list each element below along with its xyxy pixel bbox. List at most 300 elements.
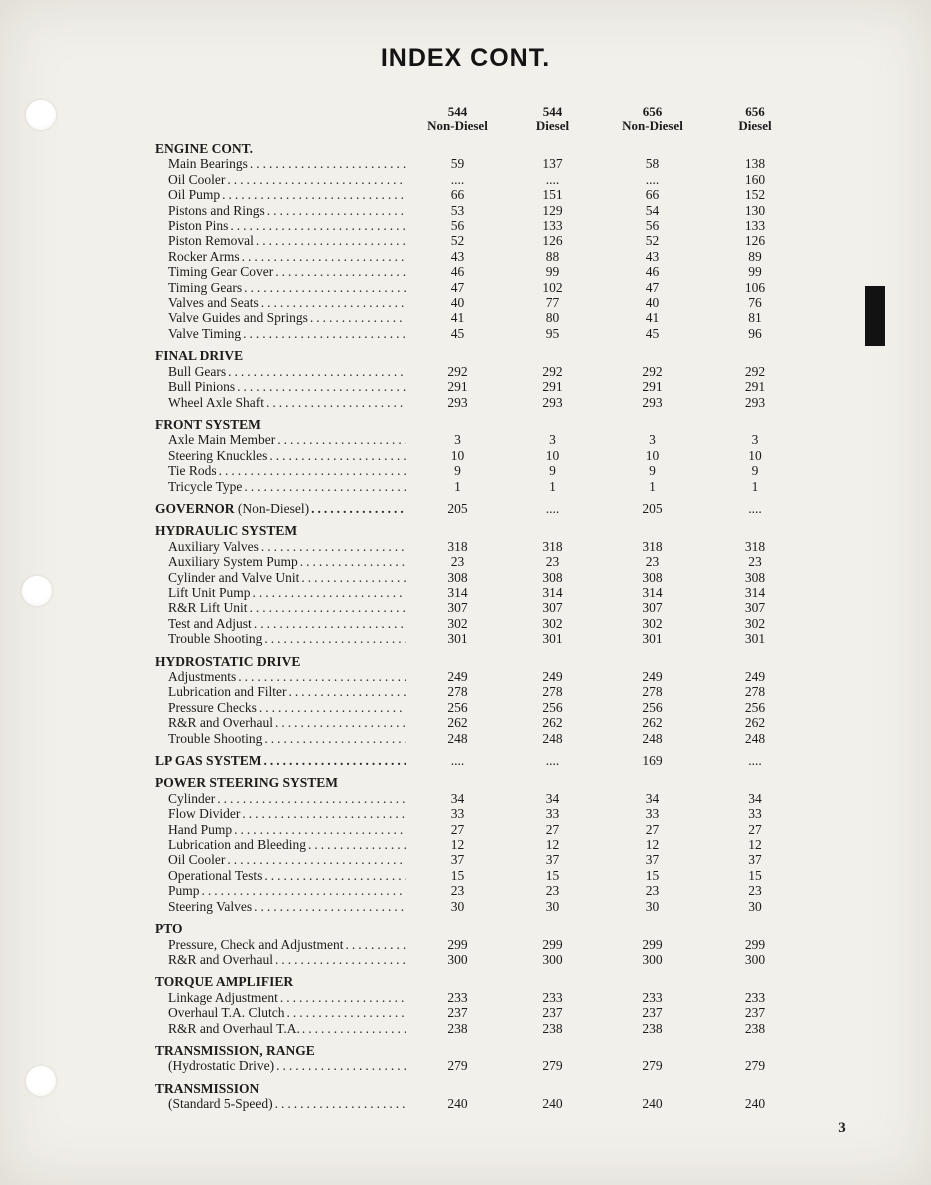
index-entry-text: Bull Pinions (168, 379, 236, 395)
section-heading-text: GOVERNOR (155, 500, 235, 516)
index-section (155, 501, 805, 516)
page-ref: 169 (642, 753, 663, 769)
index-entry-text: Pressure Checks (168, 699, 257, 715)
index-entry-text: Oil Cooler (168, 852, 226, 868)
index-row (155, 837, 805, 852)
index-row (155, 539, 805, 554)
section-heading-text: TORQUE AMPLIFIER (155, 974, 294, 990)
index-row (155, 218, 805, 233)
index-entry-label (155, 852, 410, 867)
dot-leader (288, 684, 406, 699)
dot-leader (242, 806, 406, 821)
section-heading-row (155, 921, 805, 936)
page-ref: .... (545, 171, 560, 187)
page-ref: 314 (447, 584, 468, 600)
index-section (155, 921, 805, 967)
index-entry-text: R&R and Overhaul (168, 951, 273, 967)
index-entry-label (155, 806, 410, 821)
page-ref: 81 (748, 310, 762, 326)
page-ref: 279 (744, 1058, 766, 1074)
page-ref: 56 (645, 218, 660, 234)
index-row (155, 791, 805, 806)
dot-leader (302, 1021, 406, 1036)
index-row (155, 264, 805, 279)
page-ref: 307 (542, 600, 563, 616)
page-ref: 302 (744, 615, 766, 631)
index-entry-label (155, 233, 410, 248)
index-entry-text: Valve Guides and Springs (168, 310, 308, 326)
dot-leader (277, 432, 406, 447)
section-heading (155, 348, 410, 363)
section-heading-row (155, 753, 805, 768)
page-ref: 102 (542, 279, 563, 295)
page-ref: 46 (645, 264, 660, 280)
index-entry-label (155, 479, 410, 494)
index-row (155, 883, 805, 898)
index-entry-label (155, 203, 410, 218)
section-heading (155, 974, 410, 989)
page-ref: 240 (744, 1096, 766, 1112)
index-entry-label (155, 899, 410, 914)
page-ref: 160 (744, 171, 766, 187)
page-ref: 292 (542, 363, 563, 379)
page-ref: 318 (542, 538, 563, 554)
dot-leader (261, 539, 406, 554)
page-ref: 318 (642, 538, 663, 554)
page-ref: 1 (751, 478, 759, 494)
page-ref: .... (545, 753, 560, 769)
index-row (155, 616, 805, 631)
index-row (155, 554, 805, 569)
page-ref: 262 (542, 715, 563, 731)
page-ref: 293 (447, 394, 468, 410)
page-ref: 292 (642, 363, 663, 379)
page-ref: 47 (645, 279, 660, 295)
page-ref: 240 (542, 1096, 563, 1112)
page-ref: 278 (744, 684, 766, 700)
section-heading (155, 753, 410, 768)
page-ref: 302 (447, 615, 468, 631)
index-entry-text: Flow Divider (168, 806, 241, 822)
dot-leader (234, 822, 406, 837)
page-ref: 279 (447, 1058, 468, 1074)
page-ref: 248 (744, 730, 766, 746)
column-header-model: 544 (542, 104, 563, 119)
index-entry-text: Tie Rods (168, 463, 217, 479)
page-ref: 233 (447, 989, 468, 1005)
page-ref: 137 (542, 156, 563, 172)
dot-leader (280, 990, 406, 1005)
page-ref: 99 (545, 264, 560, 280)
section-heading-text: HYDROSTATIC DRIVE (155, 653, 301, 669)
page-ref: 279 (642, 1058, 663, 1074)
page-ref: 10 (545, 447, 560, 463)
page-ref: 34 (450, 790, 465, 806)
page-ref: 45 (645, 325, 660, 341)
dot-leader (227, 172, 406, 187)
page-ref: 249 (447, 669, 468, 684)
page-ref: 34 (545, 790, 560, 806)
page-ref: 1 (549, 478, 556, 494)
punch-hole (26, 100, 56, 130)
page-ref: 23 (450, 883, 465, 899)
dot-leader (238, 669, 406, 684)
column-header-row (155, 105, 805, 133)
page-ref: 152 (744, 187, 766, 203)
index-entry-text: Auxiliary Valves (168, 538, 259, 554)
dot-leader (202, 883, 406, 898)
dot-leader (253, 585, 406, 600)
index-row (155, 806, 805, 821)
page-ref: 106 (744, 279, 766, 295)
dot-leader (244, 280, 406, 295)
index-entry-label (155, 554, 410, 569)
index-entry-label (155, 280, 410, 295)
index-row (155, 937, 805, 952)
index-entry-label (155, 218, 410, 233)
index-entry-text: Wheel Axle Shaft (168, 394, 264, 410)
index-entry-text: Overhaul T.A. Clutch (168, 1005, 285, 1021)
page-ref: 37 (450, 852, 465, 868)
page-ref: 238 (447, 1020, 468, 1036)
page-ref: 33 (645, 806, 660, 822)
column-header (410, 105, 505, 133)
dot-leader (250, 600, 406, 615)
index-row (155, 715, 805, 730)
index-entry-label (155, 1021, 410, 1036)
page-ref: 95 (545, 325, 560, 341)
index-row (155, 249, 805, 264)
page-ref: 233 (744, 989, 766, 1005)
dot-leader (264, 868, 406, 883)
page-ref: 1 (454, 478, 461, 494)
page-ref: 314 (542, 584, 563, 600)
page-ref: 33 (748, 806, 762, 822)
dot-leader (228, 364, 406, 379)
dot-leader (264, 753, 406, 768)
index-sections (155, 141, 805, 1112)
dot-leader (269, 448, 406, 463)
index-entry-label (155, 731, 410, 746)
index-section (155, 417, 805, 494)
page-ref: 9 (751, 463, 759, 479)
index-entry-text: R&R Lift Unit (168, 600, 248, 616)
page-ref: 138 (744, 156, 766, 172)
page-ref: 15 (545, 867, 560, 883)
page-ref: 52 (645, 233, 660, 249)
index-entry-label (155, 937, 410, 952)
section-heading-row (155, 974, 805, 989)
section-heading-row (155, 501, 805, 516)
page-ref: 300 (642, 951, 663, 967)
page-ref: 249 (744, 669, 766, 684)
page-ref: 308 (744, 569, 766, 585)
page-ref: 43 (645, 248, 660, 264)
index-section (155, 974, 805, 1036)
page-ref: .... (545, 500, 560, 516)
index-row (155, 669, 805, 684)
index-row (155, 172, 805, 187)
page-ref: 256 (642, 699, 663, 715)
section-heading-row (155, 1081, 805, 1096)
page-ref: 15 (645, 867, 660, 883)
page-ref: 23 (645, 883, 660, 899)
section-heading-row (155, 141, 805, 156)
page-ref: 1 (649, 478, 656, 494)
index-row (155, 952, 805, 967)
column-header (600, 105, 705, 133)
page-ref: 205 (642, 500, 663, 516)
dot-leader (345, 937, 406, 952)
dot-leader (227, 852, 406, 867)
page-ref: 45 (450, 325, 465, 341)
index-table (155, 105, 805, 1112)
page-ref: .... (450, 171, 465, 187)
index-row (155, 295, 805, 310)
dot-leader (311, 501, 406, 516)
page-ref: 23 (748, 883, 762, 899)
section-heading (155, 417, 410, 432)
section-heading (155, 1043, 410, 1058)
page-ref: 27 (748, 821, 762, 837)
index-row (155, 364, 805, 379)
dot-leader (301, 570, 406, 585)
page-ref: 237 (542, 1005, 563, 1021)
index-section (155, 348, 805, 410)
index-entry-label (155, 631, 410, 646)
page-ref: 249 (542, 669, 563, 684)
index-entry-label (155, 616, 410, 631)
section-heading-text: PTO (155, 921, 183, 937)
page-ref: 43 (450, 248, 465, 264)
section-heading-text: FRONT SYSTEM (155, 416, 261, 432)
dot-leader (222, 187, 406, 202)
page-ref: 88 (545, 248, 560, 264)
page-ref: 30 (748, 898, 762, 914)
page-ref: 238 (642, 1020, 663, 1036)
dot-leader (244, 479, 406, 494)
section-heading-text: TRANSMISSION (155, 1080, 260, 1096)
index-entry-label (155, 952, 410, 967)
index-row (155, 233, 805, 248)
page-ref: 54 (645, 202, 660, 218)
page-ref: 52 (450, 233, 465, 249)
dot-leader (275, 1096, 406, 1111)
index-entry-label (155, 715, 410, 730)
page-ref: 133 (542, 218, 563, 234)
index-row (155, 631, 805, 646)
page-ref: 37 (748, 852, 762, 868)
page-ref: 237 (744, 1005, 766, 1021)
index-entry-label (155, 326, 410, 341)
index-row (155, 990, 805, 1005)
punch-hole (22, 576, 52, 606)
index-row (155, 684, 805, 699)
dot-leader (286, 1005, 406, 1020)
page-ref: 237 (642, 1005, 663, 1021)
index-section (155, 141, 805, 341)
page-ref: 308 (542, 569, 563, 585)
index-row (155, 1021, 805, 1036)
section-heading-row (155, 654, 805, 669)
page-ref: 293 (744, 394, 766, 410)
index-row (155, 379, 805, 394)
index-entry-text: Axle Main Member (168, 432, 276, 448)
index-entry-label (155, 448, 410, 463)
index-row (155, 395, 805, 410)
page-ref: 292 (447, 363, 468, 379)
index-entry-text: Cylinder (168, 790, 216, 806)
dot-leader (275, 952, 406, 967)
index-row (155, 463, 805, 478)
page-ref: 262 (642, 715, 663, 731)
index-row (155, 700, 805, 715)
dot-leader (300, 554, 406, 569)
page-ref: 301 (542, 631, 563, 647)
page-ref: 41 (645, 310, 660, 326)
page-ref: 205 (447, 500, 468, 516)
index-entry-text: Trouble Shooting (168, 730, 263, 746)
page-ref: 299 (744, 936, 766, 952)
page-ref: 279 (542, 1058, 563, 1074)
index-entry-label (155, 700, 410, 715)
index-entry-label (155, 600, 410, 615)
page-number: 3 (838, 1120, 846, 1136)
page-ref: .... (748, 500, 762, 516)
index-row (155, 432, 805, 447)
page-ref: 27 (450, 821, 465, 837)
index-row (155, 852, 805, 867)
index-entry-label (155, 432, 410, 447)
index-row (155, 448, 805, 463)
index-entry-label (155, 822, 410, 837)
page-ref: 233 (542, 989, 563, 1005)
page-ref: 291 (744, 379, 766, 395)
index-entry-label (155, 364, 410, 379)
column-header-fuel: Diesel (535, 118, 570, 133)
page-ref: 129 (542, 202, 563, 218)
index-row (155, 868, 805, 883)
page-ref: 293 (642, 394, 663, 410)
page-ref: 308 (642, 569, 663, 585)
page-ref: 33 (450, 806, 465, 822)
section-heading-row (155, 1043, 805, 1058)
section-heading (155, 141, 410, 156)
index-entry-text: Lubrication and Filter (168, 684, 287, 700)
page-ref: 40 (450, 295, 465, 311)
index-section (155, 1043, 805, 1074)
dot-leader (254, 616, 406, 631)
index-entry-label (155, 837, 410, 852)
index-entry-label (155, 1005, 410, 1020)
dot-leader (264, 631, 406, 646)
dot-leader (250, 156, 406, 171)
section-heading-row (155, 417, 805, 432)
index-row (155, 187, 805, 202)
index-entry-text: Pump (168, 883, 200, 899)
section-heading (155, 523, 410, 538)
dot-leader (242, 249, 406, 264)
page-ref: 299 (542, 936, 563, 952)
page-ref: 302 (542, 615, 563, 631)
section-heading (155, 654, 410, 669)
column-header-model: 544 (447, 104, 468, 119)
section-heading (155, 921, 410, 936)
index-row (155, 1005, 805, 1020)
page-ref: 10 (450, 447, 465, 463)
page-ref: 291 (542, 379, 563, 395)
column-header (505, 105, 600, 133)
page-ref: 293 (542, 394, 563, 410)
page-ref: 299 (447, 936, 468, 952)
index-entry-label (155, 264, 410, 279)
page-ref: 23 (450, 554, 465, 570)
index-entry-label (155, 684, 410, 699)
index-entry-text: R&R and Overhaul (168, 715, 273, 731)
page-ref: 34 (645, 790, 660, 806)
index-entry-text: Steering Valves (168, 898, 253, 914)
page-ref: 278 (447, 684, 468, 700)
index-entry-text: Pressure, Check and Adjustment (168, 936, 344, 952)
page-ref: 23 (645, 554, 660, 570)
index-entry-text: Auxiliary System Pump (168, 554, 298, 570)
index-entry-label (155, 1058, 410, 1073)
dot-leader (264, 731, 406, 746)
dot-leader (254, 899, 406, 914)
page-ref: 240 (642, 1096, 663, 1112)
index-entry-label (155, 156, 410, 171)
index-row (155, 1058, 805, 1073)
page-ref: 292 (744, 363, 766, 379)
section-heading-row (155, 523, 805, 538)
index-entry-label (155, 585, 410, 600)
page-ref: 47 (450, 279, 465, 295)
page-ref: 248 (542, 730, 563, 746)
page-ref: 40 (645, 295, 660, 311)
index-entry-text: Valves and Seats (168, 295, 259, 311)
dot-leader (308, 837, 406, 852)
page-ref: 27 (545, 821, 560, 837)
page-ref: 76 (748, 295, 762, 311)
section-heading-suffix: (Non-Diesel) (234, 500, 310, 516)
page-ref: 9 (454, 463, 461, 479)
index-entry-text: Timing Gears (168, 279, 243, 295)
page-ref: 314 (744, 584, 766, 600)
page-ref: 30 (545, 898, 560, 914)
index-row (155, 822, 805, 837)
index-row (155, 479, 805, 494)
index-entry-text: Operational Tests (168, 867, 263, 883)
index-entry-text: Piston Removal (168, 233, 254, 249)
index-row (155, 310, 805, 325)
section-heading-text: LP GAS SYSTEM (155, 753, 262, 769)
page-ref: 314 (642, 584, 663, 600)
dot-leader (243, 326, 406, 341)
page-ref: 237 (447, 1005, 468, 1021)
index-entry-label (155, 172, 410, 187)
page-ref: 30 (645, 898, 660, 914)
page-ref: 9 (649, 463, 656, 479)
index-row (155, 570, 805, 585)
page-ref: 256 (447, 699, 468, 715)
index-entry-label (155, 295, 410, 310)
column-header (705, 105, 805, 133)
section-heading (155, 501, 410, 516)
index-row (155, 203, 805, 218)
column-header-model: 656 (745, 104, 765, 119)
page-ref: 23 (545, 883, 560, 899)
page-ref: 248 (642, 730, 663, 746)
